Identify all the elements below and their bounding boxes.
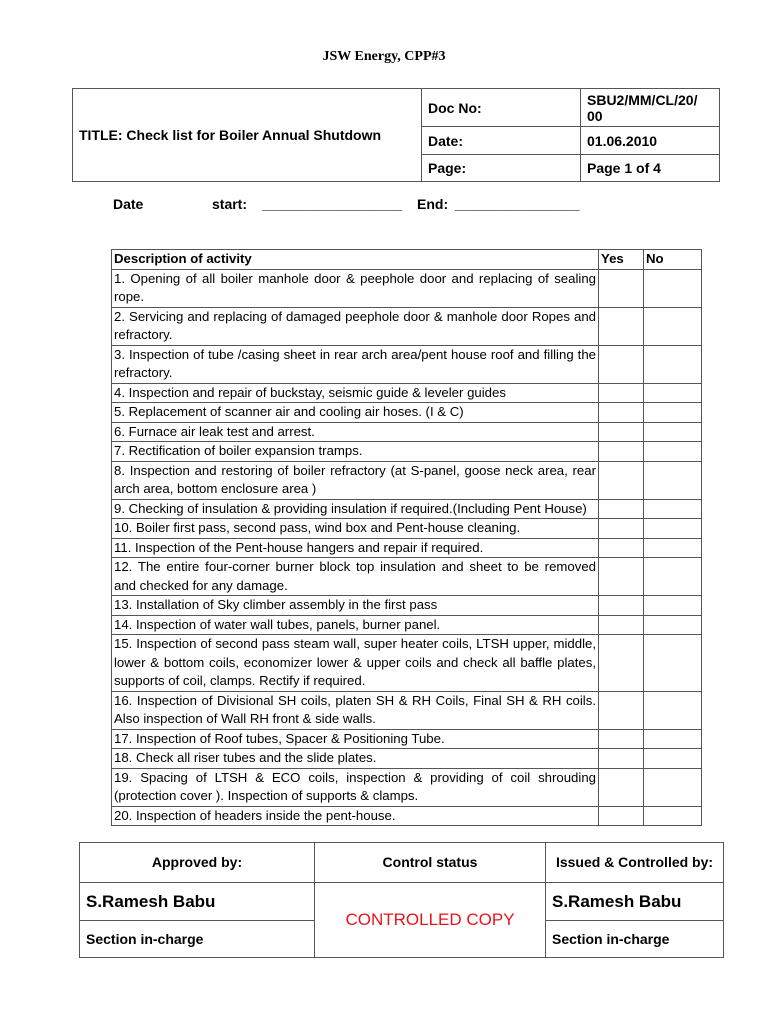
- no-checkbox-cell[interactable]: [644, 635, 702, 692]
- activity-description: 18. Check all riser tubes and the slide plates.: [112, 749, 599, 769]
- approver-role: Section in-charge: [80, 921, 315, 958]
- activity-description: 2. Servicing and replacing of damaged peephole door & manhole door Ropes and refractory.: [112, 307, 599, 345]
- activity-description: 11. Inspection of the Pent-house hangers and repair if required.: [112, 538, 599, 558]
- no-checkbox-cell[interactable]: [644, 768, 702, 806]
- no-checkbox-cell[interactable]: [644, 383, 702, 403]
- activity-row: [112, 729, 702, 749]
- activity-row: [112, 558, 702, 596]
- no-checkbox-cell[interactable]: [644, 499, 702, 519]
- approver-name: S.Ramesh Babu: [80, 883, 315, 921]
- activity-row: [112, 635, 702, 692]
- activity-description: 14. Inspection of water wall tubes, panels, burner panel.: [112, 615, 599, 635]
- activity-description: 7. Rectification of boiler expansion tramps.: [112, 442, 599, 462]
- yes-checkbox-cell[interactable]: [599, 269, 644, 307]
- issuer-name: S.Ramesh Babu: [546, 883, 724, 921]
- activity-description: 16. Inspection of Divisional SH coils, platen SH & RH Coils, Final SH & RH coils. Also inspection of Wall RH front & side walls.: [112, 691, 599, 729]
- activity-description: 13. Installation of Sky climber assembly in the first pass: [112, 596, 599, 616]
- activity-description: 9. Checking of insulation & providing insulation if required.(Including Pent House): [112, 499, 599, 519]
- no-checkbox-cell[interactable]: [644, 519, 702, 539]
- no-checkbox-cell[interactable]: [644, 442, 702, 462]
- checklist-header-row: [112, 250, 702, 270]
- no-checkbox-cell[interactable]: [644, 422, 702, 442]
- page-label: Page:: [422, 155, 581, 182]
- company-name: JSW Energy, CPP#3: [322, 49, 446, 64]
- yes-checkbox-cell[interactable]: [599, 422, 644, 442]
- approval-table: [79, 842, 724, 958]
- yes-checkbox-cell[interactable]: [599, 461, 644, 499]
- no-column-header: No: [644, 250, 702, 270]
- yes-checkbox-cell[interactable]: [599, 442, 644, 462]
- activity-description: 12. The entire four-corner burner block top insulation and sheet to be removed and checked for any damage.: [112, 558, 599, 596]
- activity-row: [112, 768, 702, 806]
- issued-controlled-label: Issued & Controlled by:: [546, 843, 724, 883]
- activity-row: [112, 615, 702, 635]
- activity-row: [112, 422, 702, 442]
- control-status-label: Control status: [315, 843, 546, 883]
- yes-checkbox-cell[interactable]: [599, 749, 644, 769]
- activity-description: 1. Opening of all boiler manhole door & peephole door and replacing of sealing rope.: [112, 269, 599, 307]
- document-header-table: [72, 88, 720, 182]
- activity-row: [112, 345, 702, 383]
- end-date-blank: ________________: [455, 196, 580, 212]
- no-checkbox-cell[interactable]: [644, 691, 702, 729]
- yes-checkbox-cell[interactable]: [599, 596, 644, 616]
- document-title: TITLE: Check list for Boiler Annual Shutdown: [73, 89, 422, 182]
- no-checkbox-cell[interactable]: [644, 729, 702, 749]
- no-checkbox-cell[interactable]: [644, 558, 702, 596]
- activity-row: [112, 461, 702, 499]
- no-checkbox-cell[interactable]: [644, 538, 702, 558]
- end-label: End:: [417, 196, 449, 212]
- yes-checkbox-cell[interactable]: [599, 806, 644, 826]
- doc-no-value: SBU2/MM/CL/20/ 00: [581, 89, 720, 127]
- yes-checkbox-cell[interactable]: [599, 403, 644, 423]
- activity-row: [112, 383, 702, 403]
- yes-checkbox-cell[interactable]: [599, 345, 644, 383]
- date-value: 01.06.2010: [581, 127, 720, 155]
- yes-checkbox-cell[interactable]: [599, 558, 644, 596]
- doc-no-label: Doc No:: [422, 89, 581, 127]
- yes-checkbox-cell[interactable]: [599, 635, 644, 692]
- description-column-header: Description of activity: [112, 250, 599, 270]
- no-checkbox-cell[interactable]: [644, 269, 702, 307]
- activity-description: 17. Inspection of Roof tubes, Spacer & Positioning Tube.: [112, 729, 599, 749]
- activity-description: 5. Replacement of scanner air and cooling air hoses. (I & C): [112, 403, 599, 423]
- activity-description: 3. Inspection of tube /casing sheet in rear arch area/pent house roof and filling the refractory.: [112, 345, 599, 383]
- activity-description: 20. Inspection of headers inside the pent-house.: [112, 806, 599, 826]
- no-checkbox-cell[interactable]: [644, 596, 702, 616]
- control-status-stamp: CONTROLLED COPY: [315, 883, 546, 958]
- approved-by-label: Approved by:: [80, 843, 315, 883]
- activity-description: 8. Inspection and restoring of boiler refractory (at S-panel, goose neck area, rear arch area, bottom enclosure area ): [112, 461, 599, 499]
- activity-description: 10. Boiler first pass, second pass, wind box and Pent-house cleaning.: [112, 519, 599, 539]
- yes-checkbox-cell[interactable]: [599, 615, 644, 635]
- no-checkbox-cell[interactable]: [644, 749, 702, 769]
- date-line-label: Date: [113, 196, 144, 212]
- activity-row: [112, 442, 702, 462]
- start-date-blank: __________________: [262, 196, 403, 212]
- activity-row: [112, 596, 702, 616]
- activity-row: [112, 806, 702, 826]
- activity-description: 19. Spacing of LTSH & ECO coils, inspection & providing of coil shrouding (protection cover ). Inspection of supports & clamps.: [112, 768, 599, 806]
- activity-row: [112, 749, 702, 769]
- yes-checkbox-cell[interactable]: [599, 768, 644, 806]
- activity-row: [112, 499, 702, 519]
- yes-checkbox-cell[interactable]: [599, 519, 644, 539]
- no-checkbox-cell[interactable]: [644, 461, 702, 499]
- no-checkbox-cell[interactable]: [644, 345, 702, 383]
- issuer-role: Section in-charge: [546, 921, 724, 958]
- yes-checkbox-cell[interactable]: [599, 499, 644, 519]
- activity-description: 15. Inspection of second pass steam wall, super heater coils, LTSH upper, middle, lower & bottom coils, economizer lower & upper coils and check all baffle plates, supports of coil, clamps. Rectify if required.: [112, 635, 599, 692]
- yes-checkbox-cell[interactable]: [599, 307, 644, 345]
- no-checkbox-cell[interactable]: [644, 403, 702, 423]
- no-checkbox-cell[interactable]: [644, 806, 702, 826]
- no-checkbox-cell[interactable]: [644, 615, 702, 635]
- yes-checkbox-cell[interactable]: [599, 729, 644, 749]
- yes-column-header: Yes: [599, 250, 644, 270]
- activity-description: 4. Inspection and repair of buckstay, seismic guide & leveler guides: [112, 383, 599, 403]
- activity-description: 6. Furnace air leak test and arrest.: [112, 422, 599, 442]
- page-value: Page 1 of 4: [581, 155, 720, 182]
- start-label: start:: [212, 196, 248, 212]
- date-label: Date:: [422, 127, 581, 155]
- yes-checkbox-cell[interactable]: [599, 383, 644, 403]
- activity-row: [112, 269, 702, 307]
- activity-row: [112, 519, 702, 539]
- activity-row: [112, 538, 702, 558]
- yes-checkbox-cell[interactable]: [599, 691, 644, 729]
- no-checkbox-cell[interactable]: [644, 307, 702, 345]
- yes-checkbox-cell[interactable]: [599, 538, 644, 558]
- activity-checklist-table: [111, 249, 702, 826]
- activity-row: [112, 691, 702, 729]
- activity-row: [112, 403, 702, 423]
- activity-row: [112, 307, 702, 345]
